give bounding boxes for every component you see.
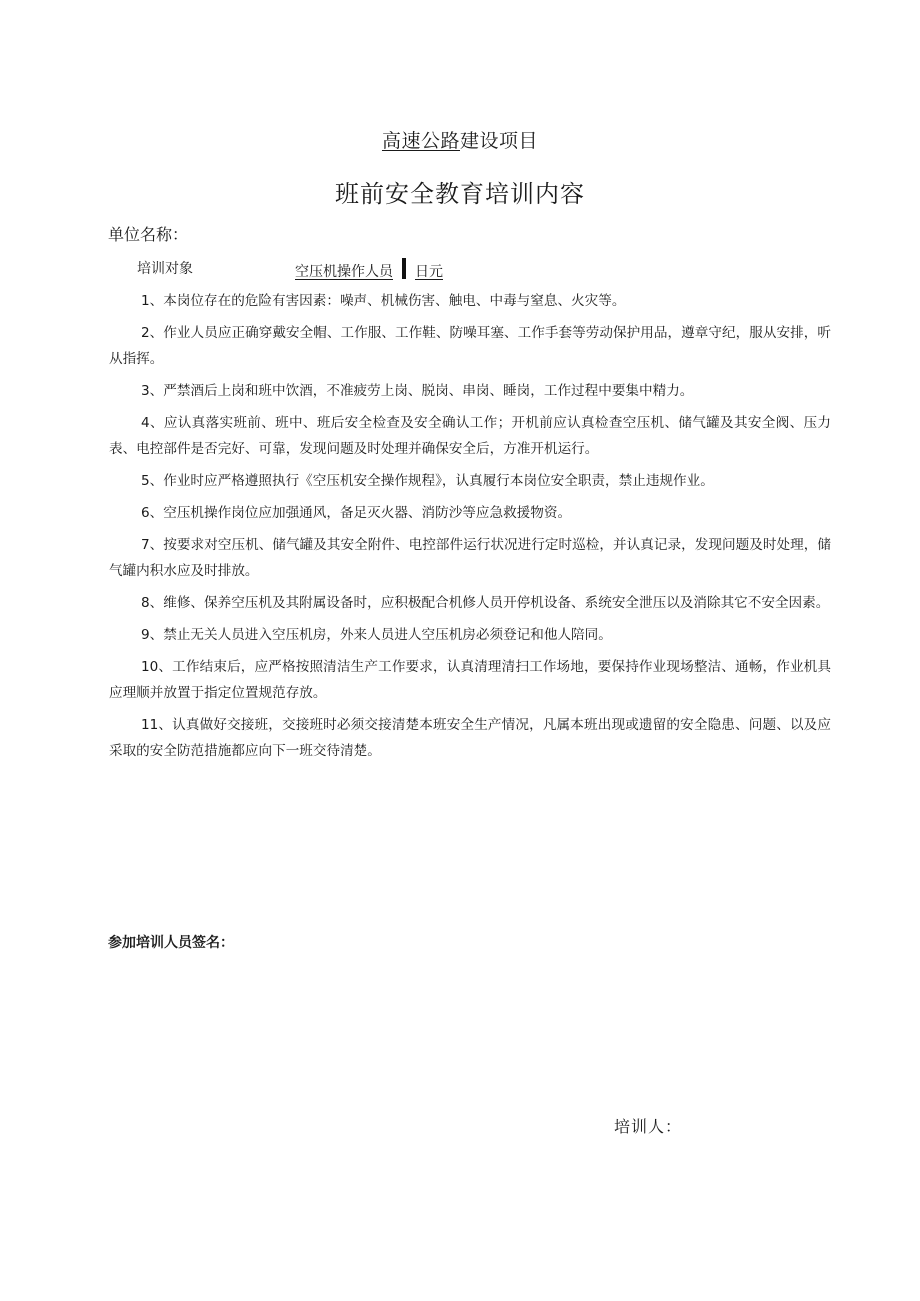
training-items-list xyxy=(109,288,831,770)
project-name-rest: 建设项目 xyxy=(460,130,539,152)
training-target-value: 空压机操作人员 xyxy=(295,264,393,280)
list-item: 5、作业时应严格遵照执行《空压机安全操作规程》，认真履行本岗位安全职责，禁止违规作业。 xyxy=(141,473,714,489)
list-item: 1、本岗位存在的危险有害因素：噪声、机械伤害、触电、中毒与窒息、火灾等。 xyxy=(141,293,626,309)
training-target-row xyxy=(137,256,537,280)
text-cursor-mark xyxy=(402,258,406,279)
document-title: 班前安全教育培训内容 xyxy=(335,180,585,208)
list-item: 3、严禁酒后上岗和班中饮酒，不准疲劳上岗、脱岗、串岗、睡岗，工作过程中要集中精力。 xyxy=(141,383,694,399)
project-title xyxy=(0,126,920,153)
project-name-underlined: 高速公路 xyxy=(381,130,460,152)
participants-signature-label: 参加培训人员签名： xyxy=(108,935,234,951)
trainer-label: 培训人： xyxy=(614,1117,683,1136)
training-target-value-field xyxy=(295,258,443,281)
list-item: 6、空压机操作岗位应加强通风，备足灭火器、消防沙等应急救援物资。 xyxy=(141,505,572,521)
list-item: 9、禁止无关人员进入空压机房，外来人员进人空压机房必须登记和他人陪同。 xyxy=(141,627,612,643)
list-item: 7、按要求对空压机、储气罐及其安全附件、电控部件运行状况进行定时巡检，并认真记录，发现问题及时处理，储气罐内积水应及时排放。 xyxy=(109,537,831,579)
list-item: 10、工作结束后，应严格按照清洁生产工作要求，认真清理清扫工作场地，要保持作业现场整洁、通畅，作业机具应理顺并放置于指定位置规范存放。 xyxy=(109,659,831,701)
training-target-suffix: 日元 xyxy=(415,264,443,280)
list-item: 4、应认真落实班前、班中、班后安全检查及安全确认工作；开机前应认真检查空压机、储气罐及其安全阀、压力表、电控部件是否完好、可靠，发现问题及时处理并确保安全后，方准开机运行。 xyxy=(109,415,831,457)
list-item: 11、认真做好交接班，交接班时必须交接清楚本班安全生产情况，凡属本班出现或遗留的安全隐患、问题、以及应采取的安全防范措施都应向下一班交待清楚。 xyxy=(109,717,831,759)
list-item: 8、维修、保养空压机及其附属设备时，应积极配合机修人员开停机设备、系统安全泄压以及消除其它不安全因素。 xyxy=(141,595,830,611)
list-item: 2、作业人员应正确穿戴安全帽、工作服、工作鞋、防噪耳塞、工作手套等劳动保护用品，遵章守纪，服从安排，听从指挥。 xyxy=(109,325,831,367)
training-target-label: 培训对象 xyxy=(137,261,193,277)
unit-name-label: 单位名称： xyxy=(108,225,189,244)
